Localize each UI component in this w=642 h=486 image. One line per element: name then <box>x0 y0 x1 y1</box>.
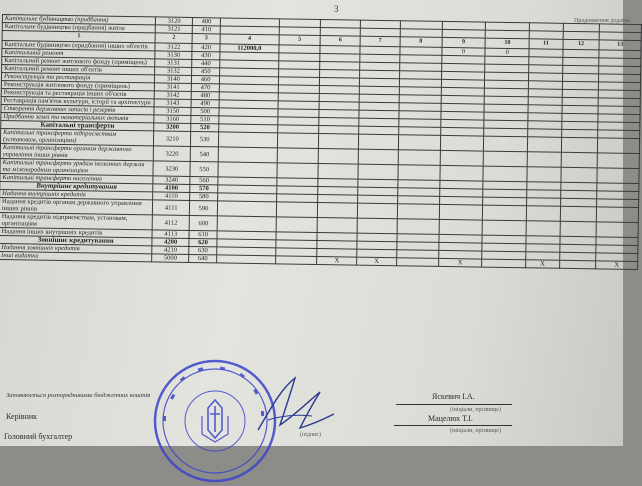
amount-value: 112000,0 <box>220 44 279 53</box>
economic-code: 3143 <box>155 99 192 108</box>
empty-cell <box>358 164 398 180</box>
empty-cell <box>484 136 528 152</box>
empty-cell <box>528 137 562 153</box>
expenditure-table <box>0 14 642 270</box>
economic-code: 5000 <box>152 254 189 263</box>
economic-code: 3122 <box>155 43 192 52</box>
empty-cell <box>277 163 319 179</box>
row-name: Внутрішнє кредитування <box>0 181 153 191</box>
economic-code: 3140 <box>155 75 192 84</box>
line-code: 630 <box>189 246 217 254</box>
empty-cell <box>440 135 484 151</box>
line-code: 470 <box>191 83 219 91</box>
empty-cell <box>561 137 598 153</box>
empty-cell <box>439 204 483 220</box>
empty-cell <box>319 148 359 164</box>
row-name: Капітальні трансферти <box>1 120 155 130</box>
line-code: 530 <box>190 131 218 146</box>
line-code: 430 <box>192 51 220 59</box>
line-code: 480 <box>191 91 219 99</box>
economic-code: 3220 <box>154 146 191 162</box>
accountant-label: Головний бухгалтер <box>4 432 73 441</box>
economic-code: 4100 <box>153 184 190 193</box>
empty-cell <box>439 165 483 181</box>
economic-code: 3120 <box>156 17 193 26</box>
row-name: Зовнішнє кредитування <box>0 235 152 245</box>
empty-cell <box>597 168 639 184</box>
empty-cell <box>527 167 561 183</box>
empty-cell <box>398 150 440 166</box>
economic-code: 4210 <box>152 246 189 255</box>
empty-cell <box>359 134 399 150</box>
economic-code: 4200 <box>152 238 189 247</box>
column-number: 10 <box>485 38 529 49</box>
economic-code: 3230 <box>153 161 190 177</box>
line-code: 550 <box>190 161 218 176</box>
head-name: Яскевич І.А. <box>432 392 475 401</box>
economic-code: 4110 <box>153 192 190 201</box>
line-code: 460 <box>191 75 219 83</box>
empty-cell <box>217 216 276 232</box>
footnote: Заповнюється розпорядниками бюджетних коштів <box>6 392 151 399</box>
line-code: 600 <box>189 215 217 230</box>
column-number: 1 <box>2 31 156 43</box>
economic-code: 3160 <box>154 115 191 124</box>
empty-cell <box>218 162 277 178</box>
row-name: Реконструкція та реставрація інших об'єктів <box>1 88 155 98</box>
x-mark: X <box>596 261 638 270</box>
empty-cell <box>560 206 597 222</box>
line-code: 490 <box>191 99 219 107</box>
economic-code: 3130 <box>155 51 192 60</box>
x-mark: X <box>357 257 397 266</box>
empty-cell <box>482 220 526 236</box>
pencil-value: 0 <box>485 48 529 57</box>
empty-cell <box>526 221 560 237</box>
empty-cell <box>527 152 561 168</box>
economic-code: 3141 <box>155 83 192 92</box>
row-name: Надання кредитів органам державного управління інших рівнів <box>0 197 153 214</box>
economic-code: 4111 <box>153 200 190 216</box>
empty-cell <box>319 133 359 149</box>
row-name: Капітальні трансферти органам державного управління інших рівнів <box>0 143 154 160</box>
economic-code: 3132 <box>155 67 192 76</box>
empty-cell <box>218 147 277 163</box>
empty-cell <box>275 256 317 265</box>
row-name: Капітальні трансферти підприємствам (установам, організаціям) <box>0 128 154 145</box>
row-name: Надання внутрішніх кредитів <box>0 189 153 199</box>
line-code: 400 <box>192 17 220 25</box>
economic-code: 3200 <box>154 123 191 132</box>
row-name: Надання кредитів підприємствам, установам, організаціям <box>0 212 153 229</box>
empty-cell <box>439 219 483 235</box>
empty-cell <box>440 150 484 166</box>
empty-cell <box>482 259 526 268</box>
empty-cell <box>398 165 440 181</box>
empty-cell <box>484 151 528 167</box>
line-code: 450 <box>192 67 220 75</box>
head-name-caption: (ініціали, прізвище) <box>450 407 501 413</box>
row-name: Придбання землі та нематеріальних активів <box>1 112 155 122</box>
row-name: Реконструкція та реставрація <box>1 73 155 83</box>
column-number: 2 <box>156 33 193 44</box>
row-name: Капітальний ремонт житлового фонду (приміщень) <box>2 57 156 67</box>
row-name: Реконструкція житлового фонду (приміщень) <box>1 80 155 90</box>
column-number: 7 <box>360 36 400 47</box>
row-name: Капітальне будівництво (придбання) інших об'єктів <box>2 41 156 51</box>
column-number: 4 <box>220 34 279 45</box>
line-code: 580 <box>190 192 218 200</box>
pencil-value: 0 <box>441 47 485 56</box>
row-name: Реставрація пам'яток культури, історії та архітектури <box>1 96 155 106</box>
continuation-label: Продовження додатка <box>574 18 630 24</box>
line-code: 640 <box>189 254 217 262</box>
economic-code: 3142 <box>155 91 192 100</box>
empty-cell <box>397 219 439 235</box>
empty-cell <box>318 217 358 233</box>
line-code: 420 <box>192 43 220 51</box>
empty-cell <box>318 163 358 179</box>
line-code: 540 <box>190 146 218 161</box>
row-name: Капітальний ремонт <box>2 49 156 59</box>
economic-code: 3240 <box>153 176 190 185</box>
line-code: 520 <box>191 123 219 131</box>
line-code: 410 <box>192 25 220 33</box>
column-number: 5 <box>279 35 321 46</box>
empty-cell <box>357 218 397 234</box>
column-number: 8 <box>400 37 442 48</box>
empty-cell <box>276 202 318 218</box>
column-number: 9 <box>442 37 486 48</box>
line-code: 440 <box>192 59 220 67</box>
economic-code: 3210 <box>154 131 191 147</box>
row-name: Надання інших внутрішніх кредитів <box>0 227 153 237</box>
empty-cell <box>597 153 639 169</box>
handwritten-signature-icon <box>250 370 340 440</box>
column-number: 3 <box>192 33 220 43</box>
empty-cell <box>483 166 527 182</box>
empty-cell <box>219 132 278 148</box>
accountant-name: Мацелюх Т.І. <box>428 414 473 423</box>
column-number: 11 <box>529 39 563 50</box>
empty-cell <box>596 207 638 223</box>
row-name: Капітальне будівництво (придбання) <box>2 15 156 25</box>
empty-cell <box>598 138 640 154</box>
line-code: 590 <box>189 200 217 215</box>
page-number: 3 <box>334 4 339 14</box>
row-name: Капітальне будівництво (придбання) житла <box>2 23 156 33</box>
accountant-name-caption: (ініціали, прізвище) <box>450 428 501 434</box>
empty-cell <box>596 222 638 238</box>
line-code: 570 <box>190 184 218 192</box>
empty-cell <box>398 135 440 151</box>
row-name: Створення державних запасів і резервів <box>1 104 155 114</box>
empty-cell <box>560 221 597 237</box>
row-name: Капітальні трансферти населенню <box>0 173 153 183</box>
economic-code: 3131 <box>155 59 192 68</box>
economic-code: 4113 <box>152 230 189 239</box>
signature-caption: (підпис) <box>300 432 322 438</box>
empty-cell <box>559 260 596 269</box>
economic-code: 3121 <box>156 25 193 34</box>
empty-cell <box>483 205 527 221</box>
empty-cell <box>561 167 598 183</box>
line-code: 510 <box>191 115 219 123</box>
row-name: Надання зовнішніх кредитів <box>0 243 152 253</box>
economic-code: 3150 <box>154 107 191 116</box>
empty-cell <box>218 201 277 217</box>
line-code: 560 <box>190 176 218 184</box>
empty-cell <box>318 202 358 218</box>
column-number: 13 <box>599 40 641 51</box>
economic-code: 4112 <box>153 215 190 231</box>
row-name: Інші видатки <box>0 251 152 261</box>
empty-cell <box>527 206 561 222</box>
x-mark: X <box>438 258 482 267</box>
x-mark: X <box>526 260 560 269</box>
empty-cell <box>276 217 318 233</box>
empty-cell <box>357 203 397 219</box>
row-name: Капітальний ремонт інших об'єктів <box>2 65 156 75</box>
empty-cell <box>358 149 398 165</box>
column-number: 12 <box>563 39 600 50</box>
empty-cell <box>277 148 319 164</box>
empty-cell <box>397 204 439 220</box>
line-code: 610 <box>189 230 217 238</box>
empty-cell <box>396 258 438 267</box>
x-mark: X <box>317 256 357 265</box>
column-number: 6 <box>320 36 360 47</box>
line-code: 500 <box>191 107 219 115</box>
head-label: Керівник <box>6 412 38 421</box>
empty-cell <box>217 255 276 264</box>
line-code: 620 <box>189 238 217 246</box>
empty-cell <box>561 152 598 168</box>
row-name: Капітальні трансферти урядам іноземних держав та міжнародним організаціям <box>0 158 154 175</box>
empty-cell <box>277 133 319 149</box>
